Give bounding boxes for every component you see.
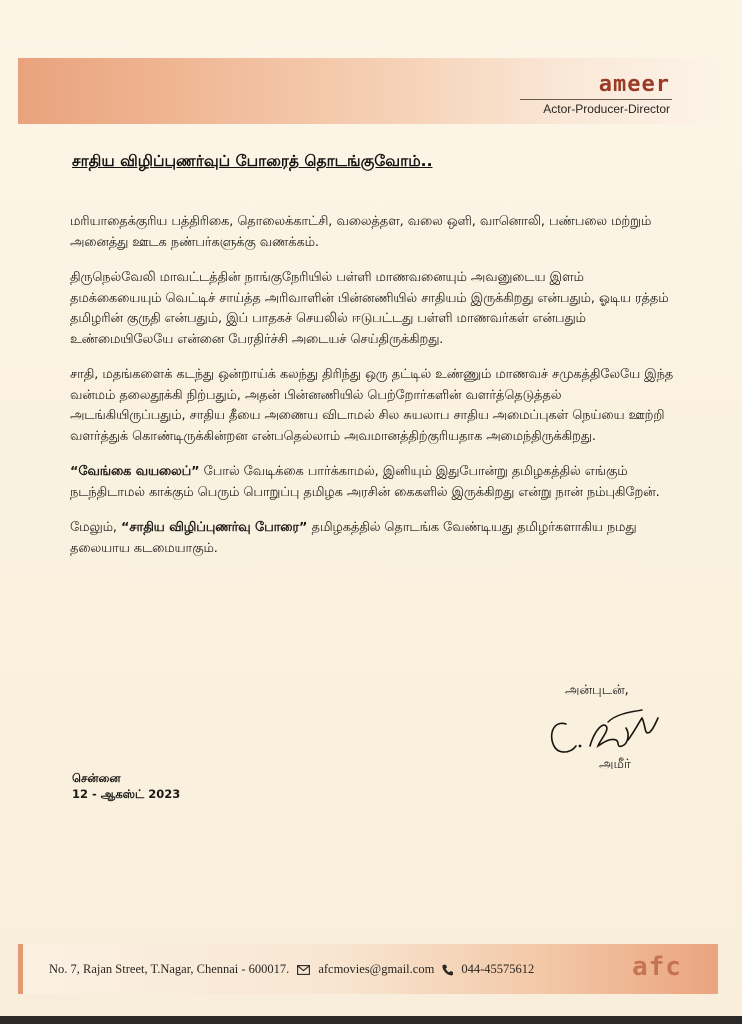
footer-address: No. 7, Rajan Street, T.Nagar, Chennai - 600017. (49, 962, 290, 976)
email-icon (297, 965, 310, 975)
phone-icon (442, 964, 453, 976)
signer-name: அமீர் (599, 757, 631, 772)
letter-date: 12 - ஆகஸ்ட் 2023 (72, 787, 181, 801)
brand-underline (520, 99, 672, 100)
brand-tagline: Actor-Producer-Director (543, 102, 670, 116)
scan-bottom-edge (0, 1016, 742, 1024)
closing-salutation: அன்புடன், (565, 683, 629, 698)
paragraph-cta-start: மேலும், (70, 520, 122, 535)
emphasis-awareness-fight: “சாதிய விழிப்புணர்வு போரை” (121, 520, 308, 535)
afc-logo: afc (632, 952, 682, 982)
paragraph-society: சாதி, மதங்களைக் கடந்து ஒன்றாய்க் கலந்து திரிந்து ஒரு தட்டில் உண்ணும் மாணவச் சமுகத்திலேயே இந்த வன்மம் தலைதூக்கி நிற்பதும், அதன் பின்னணியில் பெற்றோர்களின் வளர்த்தெடுத்தல் அடங்கியிருப்பதும், சாதிய தீயை அணைய விடாமல் சில சுயலாப சாதிய அமைப்புகள் நெய்யை ஊற்றி வளர்த்துக் கொண்டிருக்கின்றன என்பதெல்லாம் அவமானத்திற்குரியதாக அமைந்திருக்கிறது. (70, 367, 674, 444)
paragraph-incident: திருநெல்வேலி மாவட்டத்தின் நாங்குநேரியில் பள்ளி மாணவனையும் அவனுடைய இளம் தமக்கையையும் வெட்டிச் சாய்த்த அரிவாளின் பின்னணியில் சாதியம் இருக்கிறது என்பதும், ஓடிய ரத்தம் தமிழரின் குருதி என்பதும், இப் பாதகச் செயலில் ஈடுபட்டது பள்ளி மாணவர்கள் என்பதும் உண்மையிலேயே என்னை பேரதிர்ச்சி அடையச் செய்திருக்கிறது. (70, 270, 669, 347)
emphasis-vengai-vayal: “வேங்கை வயலைப்” (70, 464, 200, 479)
footer-email: afcmovies@gmail.com (318, 962, 435, 976)
letter-title: சாதிய விழிப்புணர்வுப் போரைத் தொடங்குவோம்.. (72, 152, 433, 170)
paragraph-government-text: போல் வேடிக்கை பார்க்காமல், இனியும் இதுபோன்று தமிழகத்தில் எங்கும் நடந்திடாமல் காக்கும் பெரும் பொறுப்பு தமிழக அரசின் கைகளில் இருக்கிறது என்று நான் நம்புகிறேன். (70, 464, 660, 500)
handwritten-signature (546, 702, 662, 762)
footer-phone: 044-45575612 (461, 962, 535, 976)
letter-place: சென்னை (72, 771, 121, 785)
footer-contact (49, 962, 534, 977)
paragraph-government (70, 462, 674, 503)
paragraph-cta-text: தமிழகத்தில் தொடங்க வேண்டியது தமிழர்களாகிய நமது தலையாய கடமையாகும். (70, 520, 637, 556)
brand-name: ameer (598, 72, 670, 97)
paragraph-greeting: மரியாதைக்குரிய பத்திரிகை, தொலைக்காட்சி, வலைத்தள, வலை ஒளி, வானொலி, பண்பலை மற்றும் அனைத்து ஊடக நண்பர்களுக்கு வணக்கம். (70, 214, 652, 250)
footer-accent-bar (18, 944, 23, 994)
letter-body (70, 212, 674, 574)
paragraph-call-to-action (70, 518, 674, 559)
